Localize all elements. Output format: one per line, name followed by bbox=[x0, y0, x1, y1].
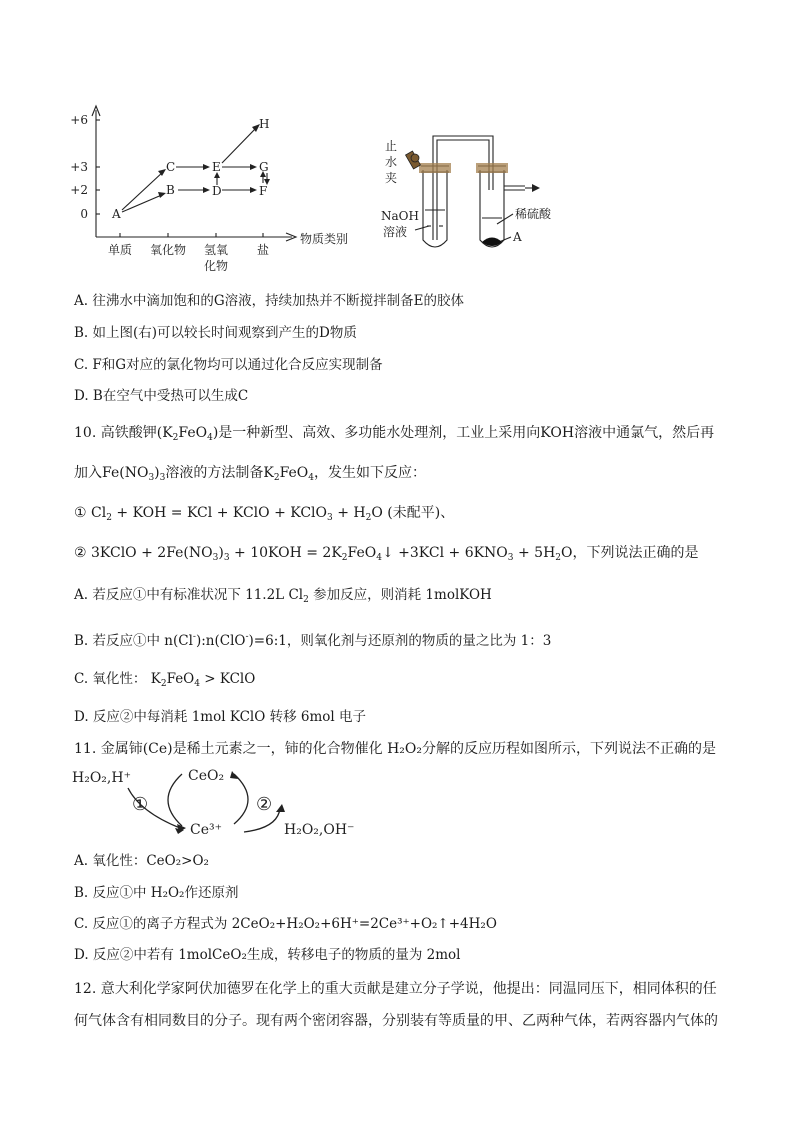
q11-stem: 11. 金属铈(Ce)是稀土元素之一，铈的化合物催化 H₂O₂分解的反应历程如图所示，下列说法不正确的是 bbox=[74, 741, 716, 757]
q11-option-b: B. 反应①中 H₂O₂作还原剂 bbox=[74, 885, 239, 901]
q11-option-c: C. 反应①的离子方程式为 2CeO₂+H₂O₂+6H⁺=2Ce³⁺+O₂↑+4H₂O bbox=[74, 916, 497, 932]
clamp-label: 夹 bbox=[385, 171, 398, 185]
cycle-label-ce3: Ce³⁺ bbox=[190, 822, 222, 838]
clamp-label: 止 bbox=[385, 139, 398, 153]
y-tick: +6 bbox=[70, 113, 88, 127]
point-label: G bbox=[259, 160, 269, 174]
q10-stem-line-2: 加入$Fe(NO_3)_3$溶液的方法制备$K_2FeO_4$，发生如下反应： bbox=[74, 465, 427, 483]
x-tick: 氧化物 bbox=[149, 243, 187, 257]
point-label: F bbox=[259, 184, 268, 198]
q9-option-d: D. B在空气中受热可以生成C bbox=[74, 388, 249, 404]
q9-option-c: C. F和G对应的氯化物均可以通过化合反应实现制备 bbox=[74, 357, 383, 373]
q10-option-a: A. 若反应①中有标准状况下 11.2L $Cl_2$ 参加反应，则消耗 1molKOH bbox=[74, 587, 492, 605]
step-1-marker: ① bbox=[132, 794, 149, 815]
acid-label: 稀硫酸 bbox=[515, 207, 552, 221]
cycle-label-ceo2: CeO₂ bbox=[188, 768, 225, 784]
point-label: C bbox=[166, 160, 176, 174]
q10-reaction-1: ① $Cl_2$ + KOH = KCl + KClO + KClO$_3$ + $H_2O$ (未配平)、 bbox=[74, 505, 455, 523]
x-axis-label: 物质类别 bbox=[300, 232, 349, 246]
q12-stem-line-1: 12. 意大利化学家阿伏加德罗在化学上的重大贡献是建立分子学说，他提出：同温同压下，相同体积的任 bbox=[74, 981, 717, 997]
q9-option-b: B. 如上图(右)可以较长时间观察到产生的D物质 bbox=[74, 325, 357, 341]
q10-reaction-2: ② 3KClO + $2Fe(NO_3)_3 + 10KOH$ = $2K_2FeO_4↓ +3KCl + 6KNO_3 + 5H_2O$，下列说法正确的是 bbox=[74, 545, 699, 563]
y-tick: +3 bbox=[70, 160, 88, 174]
clamp-label: 水 bbox=[385, 155, 398, 169]
naoh-label: NaOH bbox=[381, 209, 419, 223]
x-tick: 氢氧 bbox=[203, 243, 229, 257]
point-label: B bbox=[166, 183, 175, 197]
step-2-marker: ② bbox=[256, 794, 273, 815]
q9-option-a: A. 往沸水中滴加饱和的G溶液，持续加热并不断搅拌制备E的胶体 bbox=[74, 293, 464, 309]
q10-option-b: B. 若反应①中 n(Cl-):n(ClO-)=6:1，则氧化剂与还原剂的物质的量之比为 1：3 bbox=[74, 632, 552, 649]
cycle-label-reactant-1: H₂O₂,H⁺ bbox=[72, 770, 131, 786]
q11-option-d: D. 反应②中若有 1molCeO₂生成，转移电子的物质的量为 2mol bbox=[74, 947, 461, 963]
x-tick: 化物 bbox=[203, 259, 229, 273]
point-label: A bbox=[112, 207, 121, 221]
q10-option-c: C. 氧化性： $K_2FeO_4$ > KClO bbox=[74, 671, 256, 689]
q10-stem-line-1: 10. 高铁酸钾$(K_2FeO_4)$是一种新型、高效、多功能水处理剂，工业上采用向KOH溶液中通氯气，然后再 bbox=[74, 425, 715, 443]
naoh-label: 溶液 bbox=[383, 225, 408, 239]
q11-option-a: A. 氧化性：CeO₂>O₂ bbox=[74, 853, 209, 869]
y-tick: 0 bbox=[80, 207, 88, 221]
apparatus-figure bbox=[375, 130, 565, 260]
cerium-cycle-diagram bbox=[70, 762, 370, 842]
x-tick: 单质 bbox=[107, 243, 133, 257]
point-label: E bbox=[212, 160, 221, 174]
solid-a-label: A bbox=[513, 230, 522, 244]
y-tick: +2 bbox=[70, 183, 88, 197]
valence-class-chart bbox=[60, 100, 360, 280]
cycle-label-reactant-2: H₂O₂,OH⁻ bbox=[284, 822, 355, 838]
q10-option-d: D. 反应②中每消耗 1mol KClO 转移 6mol 电子 bbox=[74, 709, 366, 725]
point-label: H bbox=[259, 117, 270, 131]
x-tick: 盐 bbox=[256, 243, 270, 257]
point-label: D bbox=[212, 184, 222, 198]
q12-stem-line-2: 何气体含有相同数目的分子。现有两个密闭容器，分别装有等质量的甲、乙两种气体，若两容器内气体的 bbox=[74, 1013, 718, 1029]
